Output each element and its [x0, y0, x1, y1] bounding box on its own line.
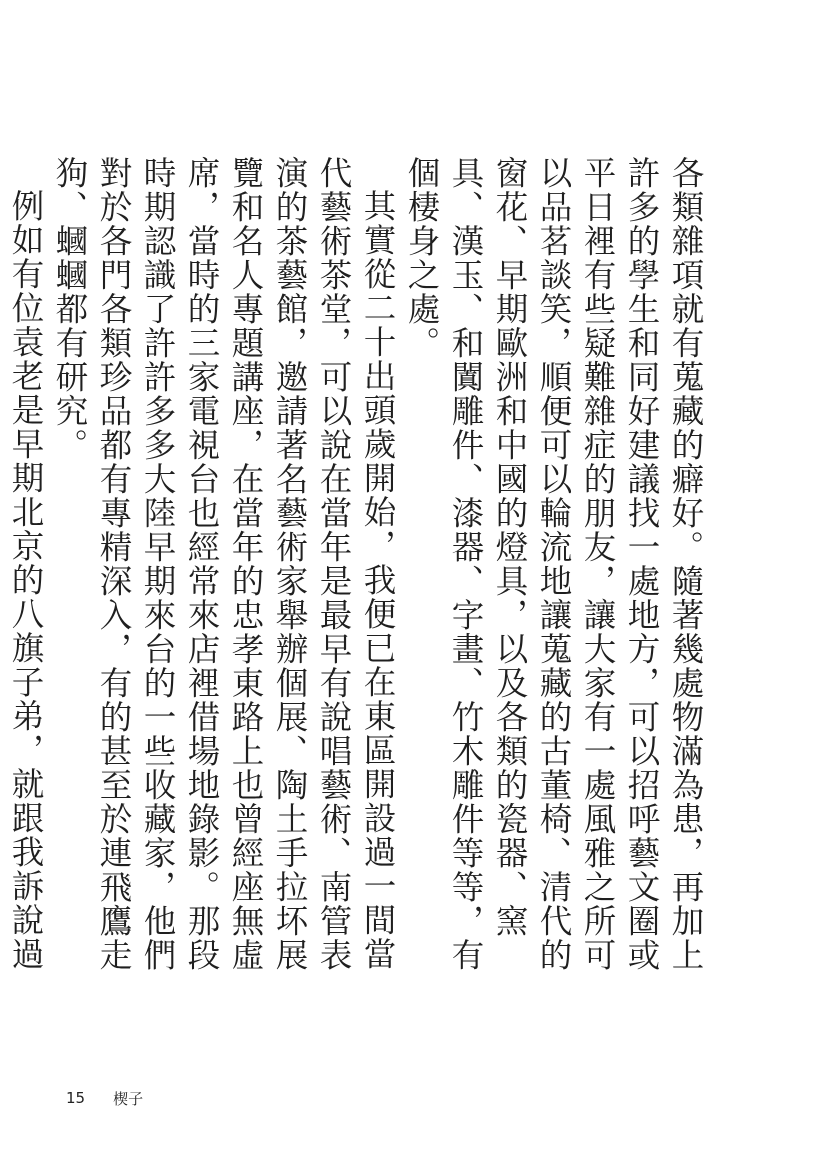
page-number: 15 [66, 1089, 86, 1107]
paragraph-3: 例如有位袁老是早期北京的八旗子弟，就跟我訴說過 [7, 188, 45, 971]
section-title: 楔子 [113, 1089, 144, 1108]
paragraph-1: 各類雜項就有蒐藏的癖好。隨著幾處物滿為患，再加上許多的學生和同好建議找一處地方，可以招呼藝文圈或平日裡有些疑難雜症的朋友，讓大家有一處風雅之所可以品茗談笑，順便可以輪流地讓蒐藏的古董椅、清代的窗花、早期歐洲和中國的燈具，以及各類的瓷器、窯具、漢玉、和闐雕件、漆器、字畫、竹木雕件等等，有個棲身之處。 [403, 156, 705, 972]
paragraph-2: 其實從二十出頭歲開始，我便已在東區開設過一間當代藝術茶堂，可以說在當年是最早有說唱藝術、南管表演的茶藝館，邀請著名藝術家舉辦個展、陶土手拉坏展覽和名人專題講座，在當年的忠孝東路上也曾經座無虛席，當時的三家電視台也經常來店裡借場地錄影。那段時期認識了許許多多大陸早期來台的一些收藏家，他們對於各門各類珍品都有專精深入，有的甚至於連飛鷹走狗、蟈蟈都有研究。 [51, 156, 397, 972]
vertical-body-text [7, 156, 708, 1001]
page-footer [66, 1087, 143, 1109]
